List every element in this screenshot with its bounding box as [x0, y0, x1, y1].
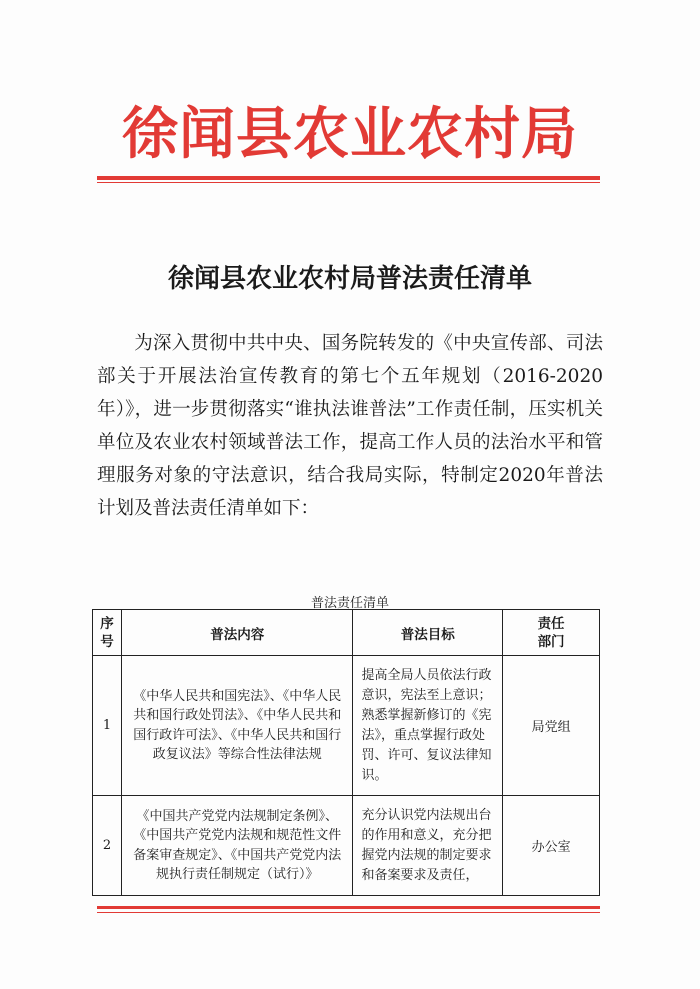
- table-row: [93, 656, 600, 796]
- row-goal: 充分认识党内法规出台的作用和意义，充分把握党内法规的制定要求和备案要求及责任，: [353, 796, 503, 896]
- row-dept: 办公室: [503, 796, 600, 896]
- header-dept: 责任部门: [503, 610, 600, 656]
- row-content: 《中国共产党党内法规制定条例》、《中国共产党党内法规和规范性文件备案审查规定》、《中国共产党党内法规执行责任制规定（试行）》: [121, 796, 352, 896]
- header-no: 序号: [93, 610, 122, 656]
- row-content: 《中华人民共和国宪法》、《中华人民共和国行政处罚法》、《中华人民共和国行政许可法》、《中华人民共和国行政复议法》等综合性法律法规: [121, 656, 352, 796]
- footer-divider-thick: [97, 906, 600, 909]
- header-goal: 普法目标: [353, 610, 503, 656]
- intro-paragraph: [97, 327, 603, 525]
- row-no: 1: [93, 656, 122, 796]
- organization-letterhead: 徐闻县农业农村局: [122, 101, 578, 167]
- footer-divider-thin: [97, 912, 600, 913]
- intro-text: 为深入贯彻中共中央、国务院转发的《中央宣传部、司法部关于开展法治宣传教育的第七个五年规划（2016-2020年）》，进一步贯彻落实“谁执法谁普法”工作责任制，压实机关单位及农业农村领域普法工作，提高工作人员的法治水平和管理服务对象的守法意识，结合我局实际，特制定2020年普法计划及普法责任清单如下：: [97, 333, 603, 519]
- row-no: 2: [93, 796, 122, 896]
- document-title: 徐闻县农业农村局普法责任清单: [167, 264, 532, 294]
- responsibility-table: [92, 609, 600, 896]
- row-goal: 提高全局人员依法行政意识，宪法至上意识；熟悉掌握新修订的《宪法》，重点掌握行政处罚、许可、复议法律知识。: [353, 656, 503, 796]
- row-dept: 局党组: [503, 656, 600, 796]
- table-caption: 普法责任清单: [310, 596, 389, 611]
- table-header-row: [93, 610, 600, 656]
- table-row: [93, 796, 600, 896]
- letterhead-divider-thick: [97, 176, 600, 180]
- letterhead-divider-thin: [97, 182, 600, 183]
- header-content: 普法内容: [121, 610, 352, 656]
